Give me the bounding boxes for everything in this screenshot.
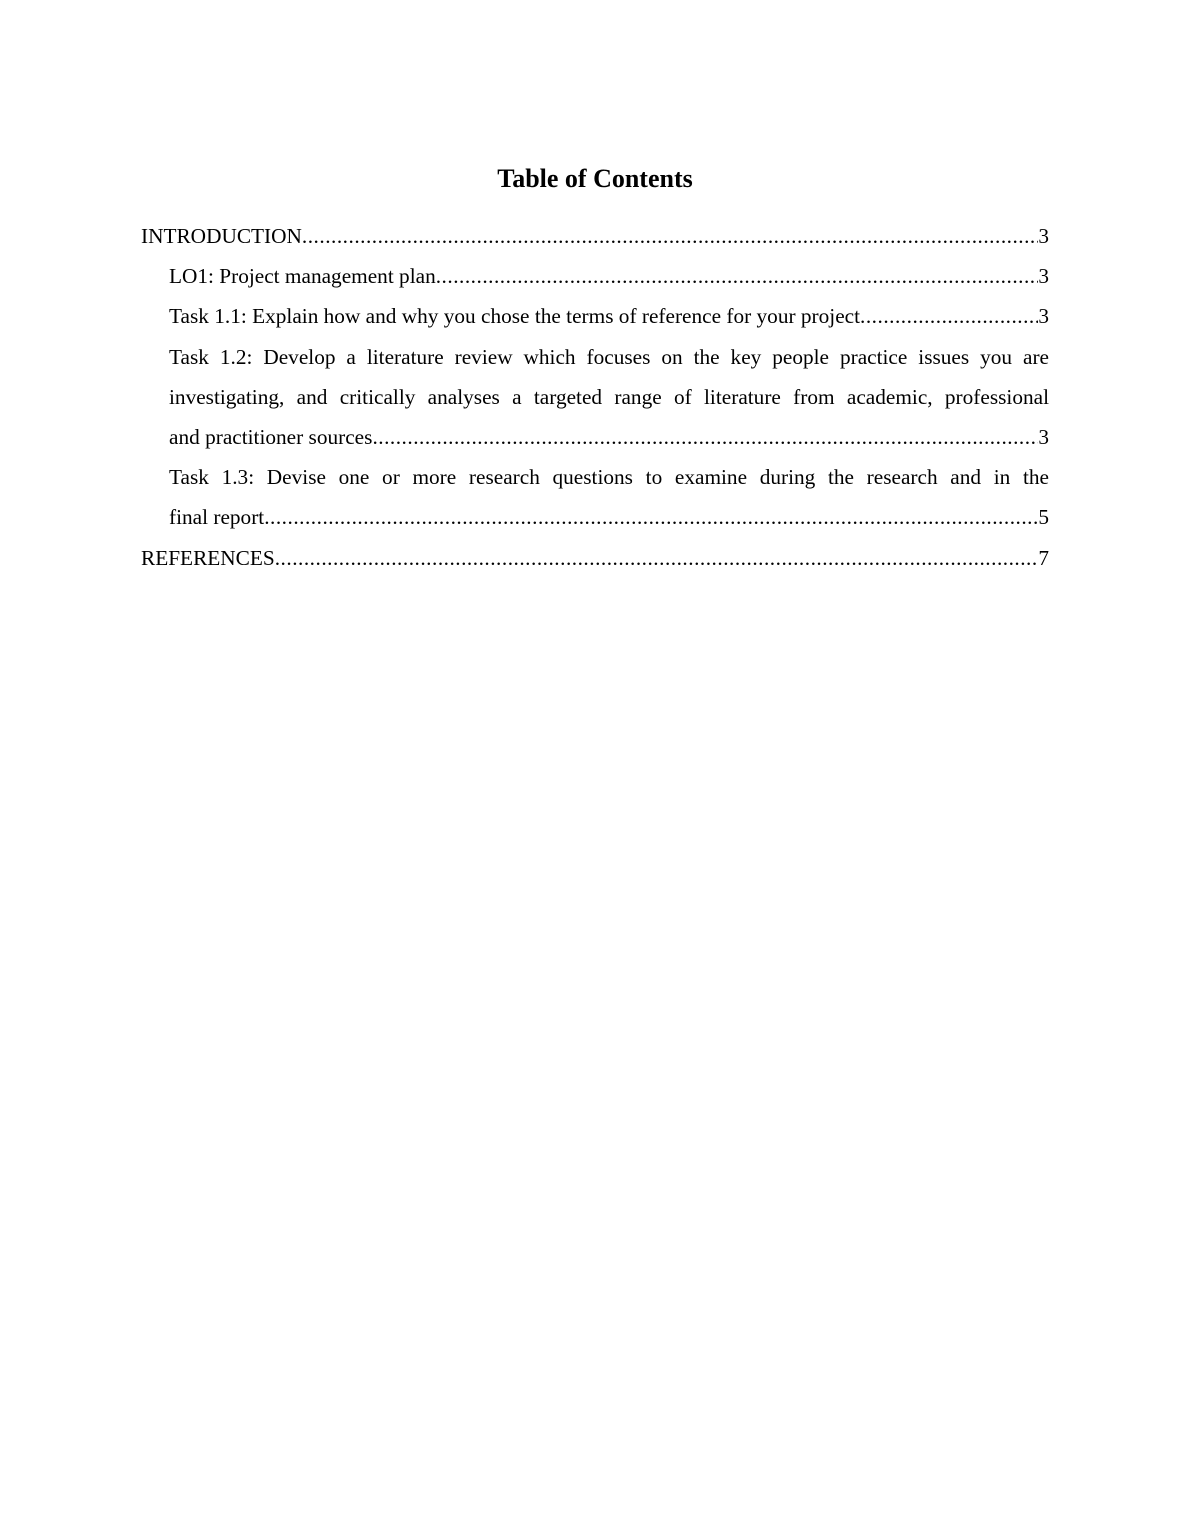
toc-entry-page: 7 [1038, 545, 1049, 570]
toc-entry-text: final report [169, 505, 265, 530]
toc-entry-page: 5 [1038, 505, 1049, 530]
dot-leader [264, 497, 1038, 537]
toc-entry-page: 3 [1038, 264, 1049, 289]
toc-entry-introduction[interactable] [141, 216, 1049, 256]
toc-entry-task-1-1[interactable] [141, 296, 1049, 336]
toc-entry-page: 3 [1038, 304, 1049, 329]
dot-leader [275, 538, 1039, 578]
toc-entry-text: REFERENCES [141, 545, 275, 570]
table-of-contents [141, 216, 1049, 578]
toc-entry-wrapped-text: Task 1.3: Devise one or more research questions to examine during the research and in the [169, 465, 1049, 490]
dot-leader [436, 256, 1039, 296]
toc-entry-task-1-3[interactable] [141, 457, 1049, 537]
toc-entry-page: 3 [1038, 425, 1049, 450]
dot-leader [372, 417, 1038, 457]
dot-leader [302, 216, 1038, 256]
toc-title: Table of Contents [497, 164, 693, 193]
toc-entry-page: 3 [1038, 224, 1049, 248]
toc-entry-lo1[interactable] [141, 256, 1049, 296]
toc-entry-task-1-2[interactable] [141, 337, 1049, 458]
toc-entry-references[interactable] [141, 538, 1049, 578]
toc-entry-text: LO1: Project management plan [169, 264, 436, 289]
dot-leader [860, 296, 1038, 336]
toc-entry-text: Task 1.1: Explain how and why you chose the terms of reference for your project [169, 304, 861, 329]
toc-entry-text: and practitioner sources [169, 425, 373, 450]
toc-entry-text: INTRODUCTION [141, 224, 302, 248]
toc-entry-wrapped-text: Task 1.2: Develop a literature review which focuses on the key people practice issues you are investigating, and critically analyses a targeted range of literature from academic, professional [169, 344, 1049, 409]
